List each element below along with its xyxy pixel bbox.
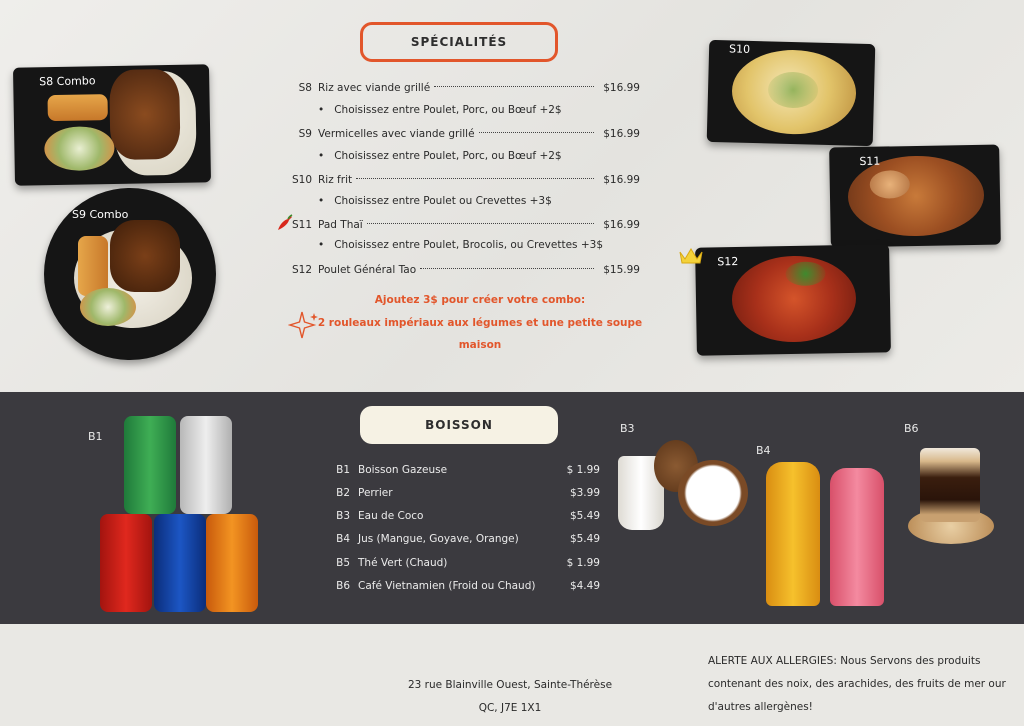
dot-leader: [434, 86, 594, 87]
drink-name: Café Vietnamien (Froid ou Chaud): [358, 580, 536, 592]
menu-item-s12: [290, 262, 640, 278]
item-price: $16.99: [603, 128, 640, 140]
b1-soda-cans-photo: [98, 416, 258, 614]
chili-pepper-icon: [276, 214, 294, 232]
b6-label: B6: [904, 422, 919, 435]
item-name: Pad Thaï: [318, 219, 363, 231]
s12-label: S12: [717, 254, 739, 269]
s9-grilled-meat: [110, 220, 180, 292]
allergy-line-1: ALERTE AUX ALLERGIES: Nous Servons des produits: [708, 655, 981, 667]
boisson-menu: [330, 462, 600, 602]
drink-item-b4: [330, 531, 600, 547]
item-price: $16.99: [603, 219, 640, 231]
s8-combo-photo: [13, 64, 211, 185]
s9-label: S9 Combo: [72, 208, 129, 221]
item-name: Riz avec viande grillé: [318, 82, 431, 94]
dot-leader: [367, 223, 594, 224]
drink-price: $ 1.99: [566, 464, 600, 476]
can-coca-cola: [100, 514, 152, 612]
s11-photo: [829, 145, 1001, 248]
address-line-1: 23 rue Blainville Ouest, Sainte-Thérèse: [407, 679, 613, 691]
item-code: S8: [298, 82, 312, 94]
dot-leader: [420, 268, 594, 269]
s10-label: S10: [728, 42, 751, 56]
item-price: $16.99: [603, 174, 640, 186]
can-coke-zero: [180, 416, 232, 514]
drink-price: $3.99: [569, 487, 600, 499]
s8-label: S8 Combo: [39, 74, 96, 89]
item-option: • Choisissez entre Poulet, Porc, ou Bœuf +2$: [318, 104, 562, 116]
drink-name: Thé Vert (Chaud): [358, 557, 448, 569]
drink-price: $ 1.99: [566, 557, 600, 569]
dot-leader: [356, 178, 594, 179]
can-sprite: [124, 416, 176, 514]
address-line-2: QC, J7E 1X1: [478, 702, 542, 714]
s9-spring-rolls: [78, 236, 108, 296]
drink-price: $5.49: [569, 533, 600, 545]
item-code: S9: [298, 128, 312, 140]
drink-item-b6: [330, 578, 600, 594]
menu-item-s9: [290, 126, 640, 142]
item-price: $15.99: [603, 264, 640, 276]
s8-spring-rolls: [47, 94, 107, 121]
s10-photo: [707, 40, 876, 146]
s12-photo: [695, 244, 891, 355]
drink-name: Jus (Mangue, Goyave, Orange): [358, 533, 519, 545]
dot-leader: [479, 132, 594, 133]
item-name: Poulet Général Tao: [318, 264, 417, 276]
drink-code: B6: [336, 580, 350, 592]
drink-item-b3: [330, 508, 600, 524]
menu-item-s11: [290, 217, 640, 233]
allergy-line-2: contenant des noix, des arachides, des fruits de mer our: [708, 678, 1006, 690]
menu-item-s10: [290, 172, 640, 188]
drink-name: Boisson Gazeuse: [358, 464, 448, 476]
specialites-menu: [290, 80, 640, 280]
specialites-title: SPÉCIALITÉS: [360, 22, 558, 62]
item-code: S12: [291, 264, 312, 276]
bottle-guava: [830, 468, 884, 606]
item-option: • Choisissez entre Poulet, Porc, ou Bœuf +2$: [318, 150, 562, 162]
drink-code: B5: [336, 557, 350, 569]
drink-item-b1: [330, 462, 600, 478]
b3-coconut-water-photo: [616, 440, 750, 534]
drink-price: $4.49: [569, 580, 600, 592]
s9-combo-photo: [44, 188, 216, 360]
can-crush: [206, 514, 258, 612]
drink-item-b2: [330, 485, 600, 501]
item-option: • Choisissez entre Poulet, Brocolis, ou Crevettes +3$: [318, 239, 603, 251]
boisson-title: BOISSON: [360, 406, 558, 444]
s9-vegetables: [80, 288, 136, 326]
drink-code: B2: [336, 487, 350, 499]
drink-code: B3: [336, 510, 350, 522]
item-option: • Choisissez entre Poulet ou Crevettes +3$: [318, 195, 552, 207]
combo-line-3: maison: [458, 339, 502, 351]
sparkle-icon: [288, 310, 320, 340]
b6-vietnamese-coffee-photo: [906, 444, 996, 546]
drink-code: B4: [336, 533, 350, 545]
b4-label: B4: [756, 444, 771, 457]
menu-item-s8: [290, 80, 640, 96]
combo-line-2: 2 rouleaux impériaux aux légumes et une petite soupe: [317, 317, 643, 329]
drink-price: $5.49: [569, 510, 600, 522]
item-price: $16.99: [603, 82, 640, 94]
s11-label: S11: [859, 154, 881, 168]
bottle-mango: [766, 462, 820, 606]
item-code: S11: [291, 219, 312, 231]
drink-item-b5: [330, 555, 600, 571]
drink-code: B1: [336, 464, 350, 476]
b3-label: B3: [620, 422, 635, 435]
allergy-line-3: d'autres allergènes!: [708, 701, 813, 713]
b4-juice-bottles-photo: [764, 462, 886, 608]
item-name: Riz frit: [318, 174, 353, 186]
s8-vegetables: [44, 126, 115, 171]
coffee-glass: [920, 448, 980, 522]
crown-icon: [678, 246, 704, 266]
drink-name: Eau de Coco: [358, 510, 424, 522]
b1-label: B1: [88, 430, 103, 443]
item-name: Vermicelles avec viande grillé: [318, 128, 475, 140]
address: [380, 674, 640, 720]
coconut-half: [678, 460, 748, 526]
can-pepsi: [154, 514, 206, 612]
combo-line-1: Ajoutez 3$ pour créer votre combo:: [374, 294, 586, 306]
s8-grilled-meat: [109, 69, 181, 160]
item-code: S10: [291, 174, 312, 186]
drink-name: Perrier: [358, 487, 393, 499]
allergy-alert: [708, 650, 1018, 719]
